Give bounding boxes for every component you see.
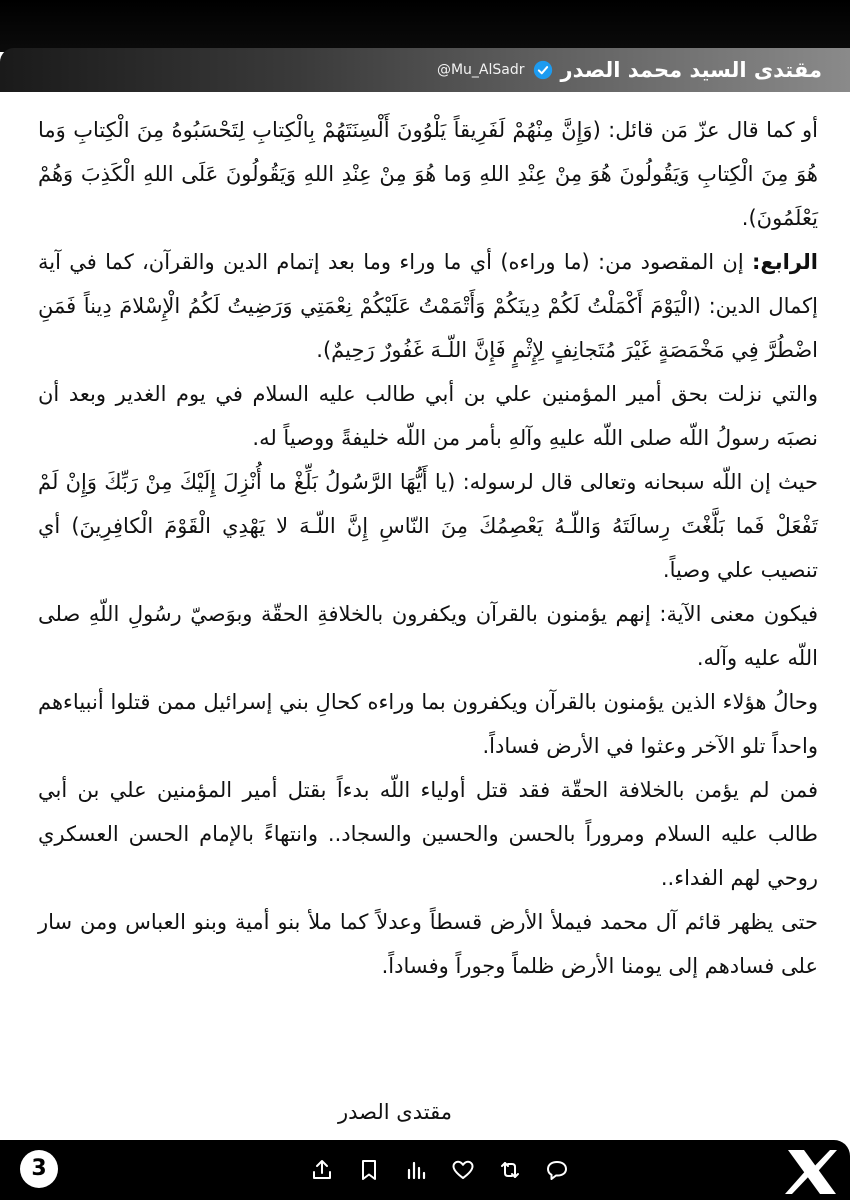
paragraph xyxy=(38,240,818,372)
retweet-icon[interactable] xyxy=(498,1158,522,1182)
paragraph: حيث إن اللّه سبحانه وتعالى قال لرسوله: (يا أَيُّهَا الرَّسُولُ بَلِّغْ ما أُنْزِلَ إِلَيْكَ مِنْ رَبِّكَ وَإِنْ لَمْ تَفْعَلْ فَما بَلَّغْتَ رِسالَتَهُ وَاللّـهُ يَعْصِمُكَ مِنَ النّاسِ إِنَّ اللّـهَ لا يَهْدِي الْقَوْمَ الْكافِرِينَ) أي تنصيب علي وصياً. xyxy=(38,470,818,582)
paragraph-text: إن المقصود من: (ما وراءه) أي ما وراء وما بعد إتمام الدين والقرآن، كما في آية إكمال الدين: (الْيَوْمَ أَكْمَلْتُ لَكُمْ دِينَكُمْ وَأَتْمَمْتُ عَلَيْكُمْ نِعْمَتِي وَرَضِيتُ لَكُمُ الْإِسْلامَ دِيناً فَمَنِ اضْطُرَّ فِي مَخْمَصَةٍ غَيْرَ مُتَجانِفٍ لِإِثْمٍ فَإِنَّ اللّـهَ غَفُورٌ رَحِيمٌ). xyxy=(38,250,818,362)
x-logo-icon xyxy=(770,1140,850,1200)
paragraph: وحالُ هؤلاء الذين يؤمنون بالقرآن ويكفرون بما وراءه كحالِ بني إسرائيل ممن قتلوا أنبياءهم واحداً تلو الآخر وعثوا في الأرض فساداً. xyxy=(38,690,818,758)
account-handle[interactable]: @Mu_AlSadr xyxy=(436,62,525,78)
action-bar xyxy=(310,1156,569,1184)
signature: مقتدى الصدر xyxy=(338,1100,452,1124)
bookmark-icon[interactable] xyxy=(357,1158,381,1182)
page-number-badge: 3 xyxy=(20,1150,58,1188)
profile-header xyxy=(0,48,850,92)
share-icon[interactable] xyxy=(310,1158,334,1182)
account-name[interactable]: مقتدى السيد محمد الصدر xyxy=(560,58,822,82)
section-label: الرابع: xyxy=(752,250,818,274)
top-bar xyxy=(0,0,850,52)
paragraph: حتى يظهر قائم آل محمد فيملأ الأرض قسطاً وعدلاً كما ملأ بنو أمية وبنو العباس ومن سار على فسادهم إلى يومنا الأرض ظلماً وجوراً وفساداً. xyxy=(38,910,818,978)
paragraph: فمن لم يؤمن بالخلافة الحقّة فقد قتل أولياء اللّه بدءاً بقتل أمير المؤمنين علي بن أبي طالب عليه السلام ومروراً بالحسن والحسين والسجاد.. وانتهاءً بالإمام الحسن العسكري روحي لهم الفداء.. xyxy=(38,778,818,890)
paragraph: والتي نزلت بحق أمير المؤمنين علي بن أبي طالب عليه السلام في يوم الغدير وبعد أن نصبَه رسولُ اللّه صلى اللّه عليهِ وآلهِ بأمر من اللّه خليفةً ووصياً له. xyxy=(38,382,818,450)
reply-icon[interactable] xyxy=(545,1158,569,1182)
post-body xyxy=(38,108,818,988)
paragraph: فيكون معنى الآية: إنهم يؤمنون بالقرآن ويكفرون بالخلافةِ الحقّة وبوَصيّ رسُولِ اللّهِ صلى اللّه عليه وآله. xyxy=(38,602,818,670)
paragraph: أو كما قال عزّ مَن قائل: (وَإِنَّ مِنْهُمْ لَفَرِيقاً يَلْوُونَ أَلْسِنَتَهُمْ بِالْكِتابِ لِتَحْسَبُوهُ مِنَ الْكِتابِ وَما هُوَ مِنَ الْكِتابِ وَيَقُولُونَ هُوَ مِنْ عِنْدِ اللهِ وَما هُوَ مِنْ عِنْدِ اللهِ وَيَقُولُونَ عَلَى اللهِ الْكَذِبَ وَهُمْ يَعْلَمُونَ). xyxy=(38,118,818,230)
analytics-icon[interactable] xyxy=(404,1158,428,1182)
verified-badge-icon xyxy=(533,60,553,80)
like-icon[interactable] xyxy=(451,1158,475,1182)
